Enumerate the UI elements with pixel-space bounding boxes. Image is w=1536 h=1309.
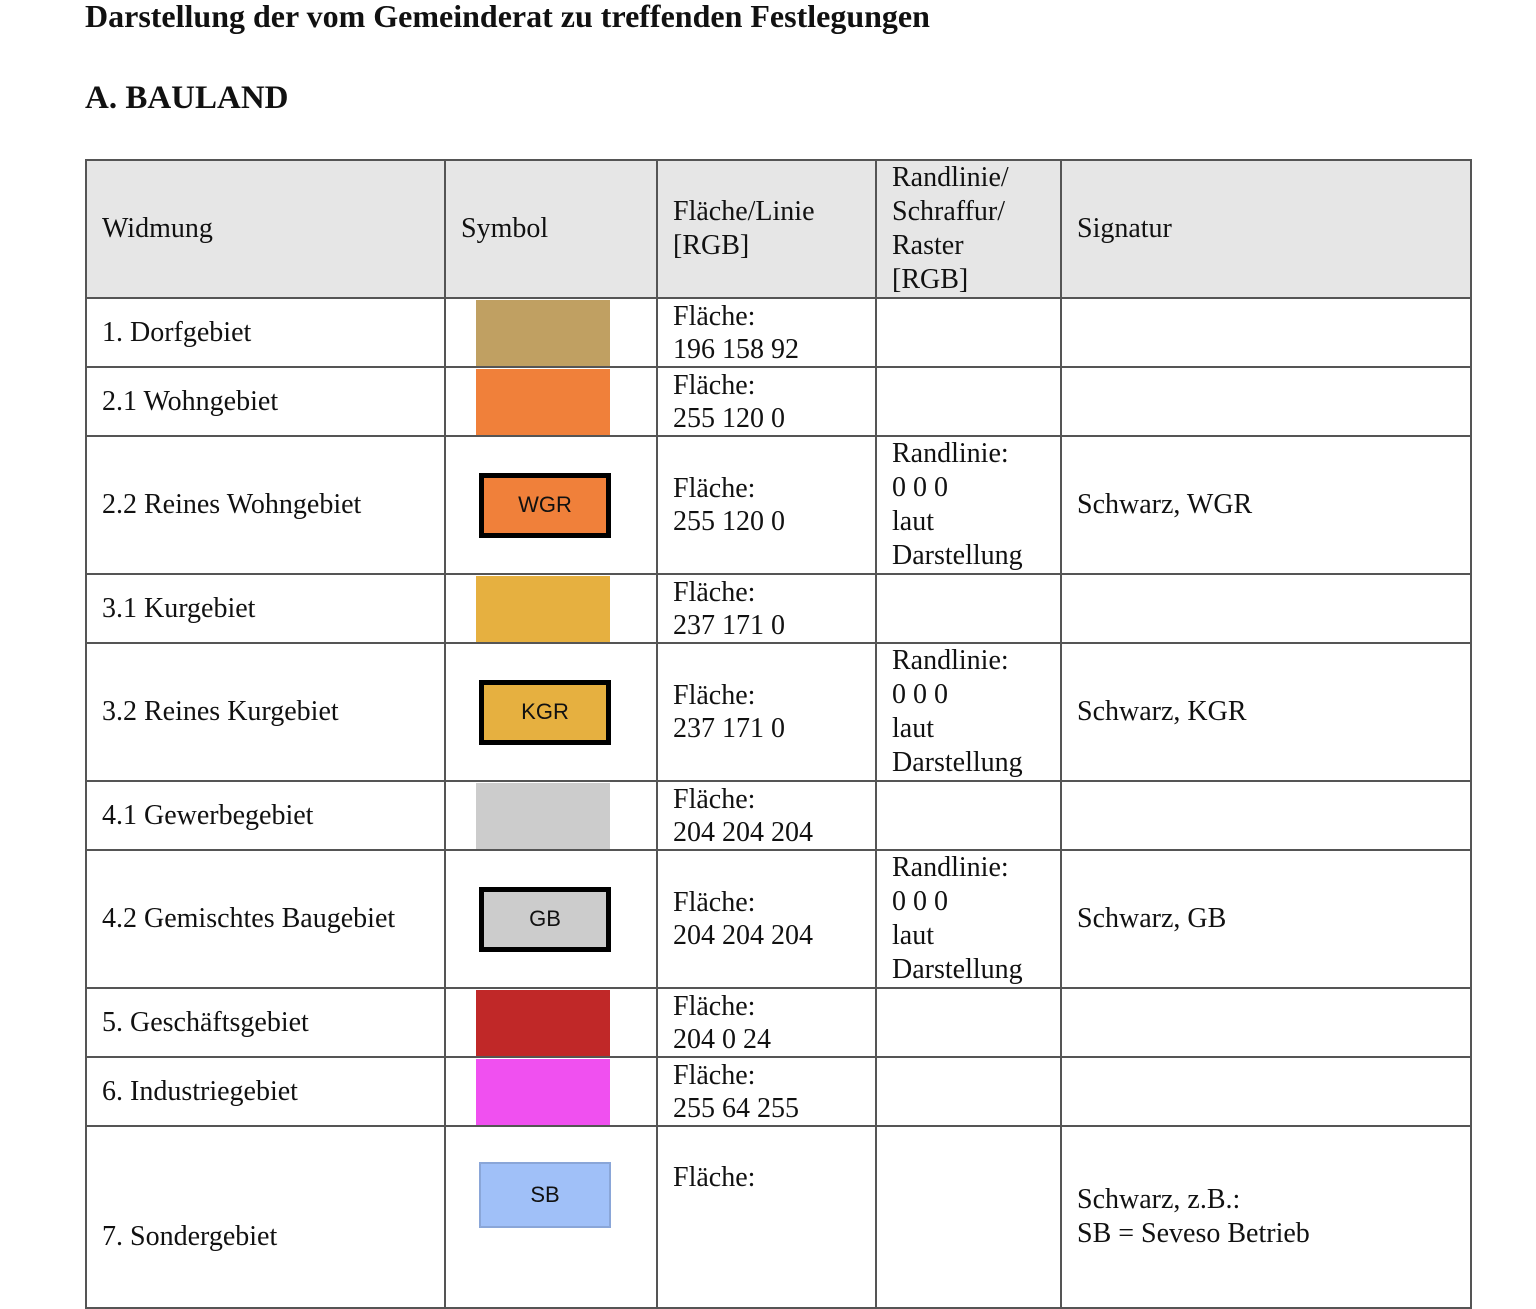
randlinie-cell (876, 1126, 1061, 1308)
bordered-symbol: KGR (479, 680, 611, 745)
randlinie-cell: Randlinie: 0 0 0 laut Darstellung (876, 643, 1061, 781)
widmung-cell: 4.1 Gewerbegebiet (86, 781, 445, 850)
flaeche-cell: Fläche: 196 158 92 (657, 298, 876, 367)
table-row (86, 1126, 1471, 1308)
table-row (86, 643, 1471, 781)
symbol-cell (445, 988, 657, 1057)
color-swatch (476, 783, 610, 849)
bordered-symbol: SB (479, 1162, 611, 1228)
symbol-cell (445, 1126, 657, 1308)
color-swatch (476, 1059, 610, 1125)
section-heading: A. BAULAND (85, 80, 289, 116)
symbol-cell (445, 436, 657, 574)
widmung-cell: 1. Dorfgebiet (86, 298, 445, 367)
randlinie-cell (876, 1057, 1061, 1126)
widmung-cell: 5. Geschäftsgebiet (86, 988, 445, 1057)
signatur-cell: Schwarz, WGR (1061, 436, 1471, 574)
randlinie-cell (876, 367, 1061, 436)
table-row (86, 436, 1471, 574)
randlinie-cell (876, 574, 1061, 643)
signatur-cell (1061, 298, 1471, 367)
color-swatch (476, 990, 610, 1056)
color-swatch (476, 369, 610, 435)
table-row (86, 298, 1471, 367)
header-randlinie: Randlinie/ Schraffur/ Raster [RGB] (876, 160, 1061, 298)
widmung-cell: 7. Sondergebiet (86, 1126, 445, 1308)
signatur-cell (1061, 1057, 1471, 1126)
bordered-symbol: WGR (479, 473, 611, 538)
flaeche-cell: Fläche: (657, 1126, 876, 1308)
flaeche-cell: Fläche: 255 64 255 (657, 1057, 876, 1126)
table-row (86, 988, 1471, 1057)
signatur-cell (1061, 367, 1471, 436)
table-row (86, 850, 1471, 988)
randlinie-cell (876, 298, 1061, 367)
widmung-cell: 3.1 Kurgebiet (86, 574, 445, 643)
table-row (86, 574, 1471, 643)
signatur-cell: Schwarz, KGR (1061, 643, 1471, 781)
signatur-cell (1061, 574, 1471, 643)
color-swatch (476, 576, 610, 642)
bordered-symbol: GB (479, 887, 611, 952)
widmung-cell: 2.1 Wohngebiet (86, 367, 445, 436)
table-row (86, 781, 1471, 850)
symbol-cell (445, 574, 657, 643)
widmung-cell: 2.2 Reines Wohngebiet (86, 436, 445, 574)
symbol-cell (445, 850, 657, 988)
header-flaeche: Fläche/Linie [RGB] (657, 160, 876, 298)
symbol-cell (445, 781, 657, 850)
flaeche-cell: Fläche: 204 204 204 (657, 850, 876, 988)
color-swatch (476, 300, 610, 366)
flaeche-cell: Fläche: 255 120 0 (657, 367, 876, 436)
widmung-legend-table (85, 159, 1472, 1309)
signatur-cell (1061, 781, 1471, 850)
flaeche-cell: Fläche: 255 120 0 (657, 436, 876, 574)
header-symbol: Symbol (445, 160, 657, 298)
header-signatur: Signatur (1061, 160, 1471, 298)
symbol-cell (445, 298, 657, 367)
widmung-cell: 6. Industriegebiet (86, 1057, 445, 1126)
signatur-cell: Schwarz, GB (1061, 850, 1471, 988)
header-widmung: Widmung (86, 160, 445, 298)
signatur-cell: Schwarz, z.B.: SB = Seveso Betrieb (1061, 1126, 1471, 1308)
table-row (86, 1057, 1471, 1126)
table-header-row (86, 160, 1471, 298)
flaeche-cell: Fläche: 204 204 204 (657, 781, 876, 850)
randlinie-cell: Randlinie: 0 0 0 laut Darstellung (876, 850, 1061, 988)
randlinie-cell: Randlinie: 0 0 0 laut Darstellung (876, 436, 1061, 574)
widmung-cell: 3.2 Reines Kurgebiet (86, 643, 445, 781)
symbol-cell (445, 643, 657, 781)
randlinie-cell (876, 988, 1061, 1057)
flaeche-cell: Fläche: 237 171 0 (657, 574, 876, 643)
table-row (86, 367, 1471, 436)
signatur-cell (1061, 988, 1471, 1057)
symbol-cell (445, 1057, 657, 1126)
symbol-cell (445, 367, 657, 436)
randlinie-cell (876, 781, 1061, 850)
page-title: Darstellung der vom Gemeinderat zu treffenden Festlegungen (85, 0, 930, 34)
flaeche-cell: Fläche: 237 171 0 (657, 643, 876, 781)
flaeche-cell: Fläche: 204 0 24 (657, 988, 876, 1057)
widmung-cell: 4.2 Gemischtes Baugebiet (86, 850, 445, 988)
